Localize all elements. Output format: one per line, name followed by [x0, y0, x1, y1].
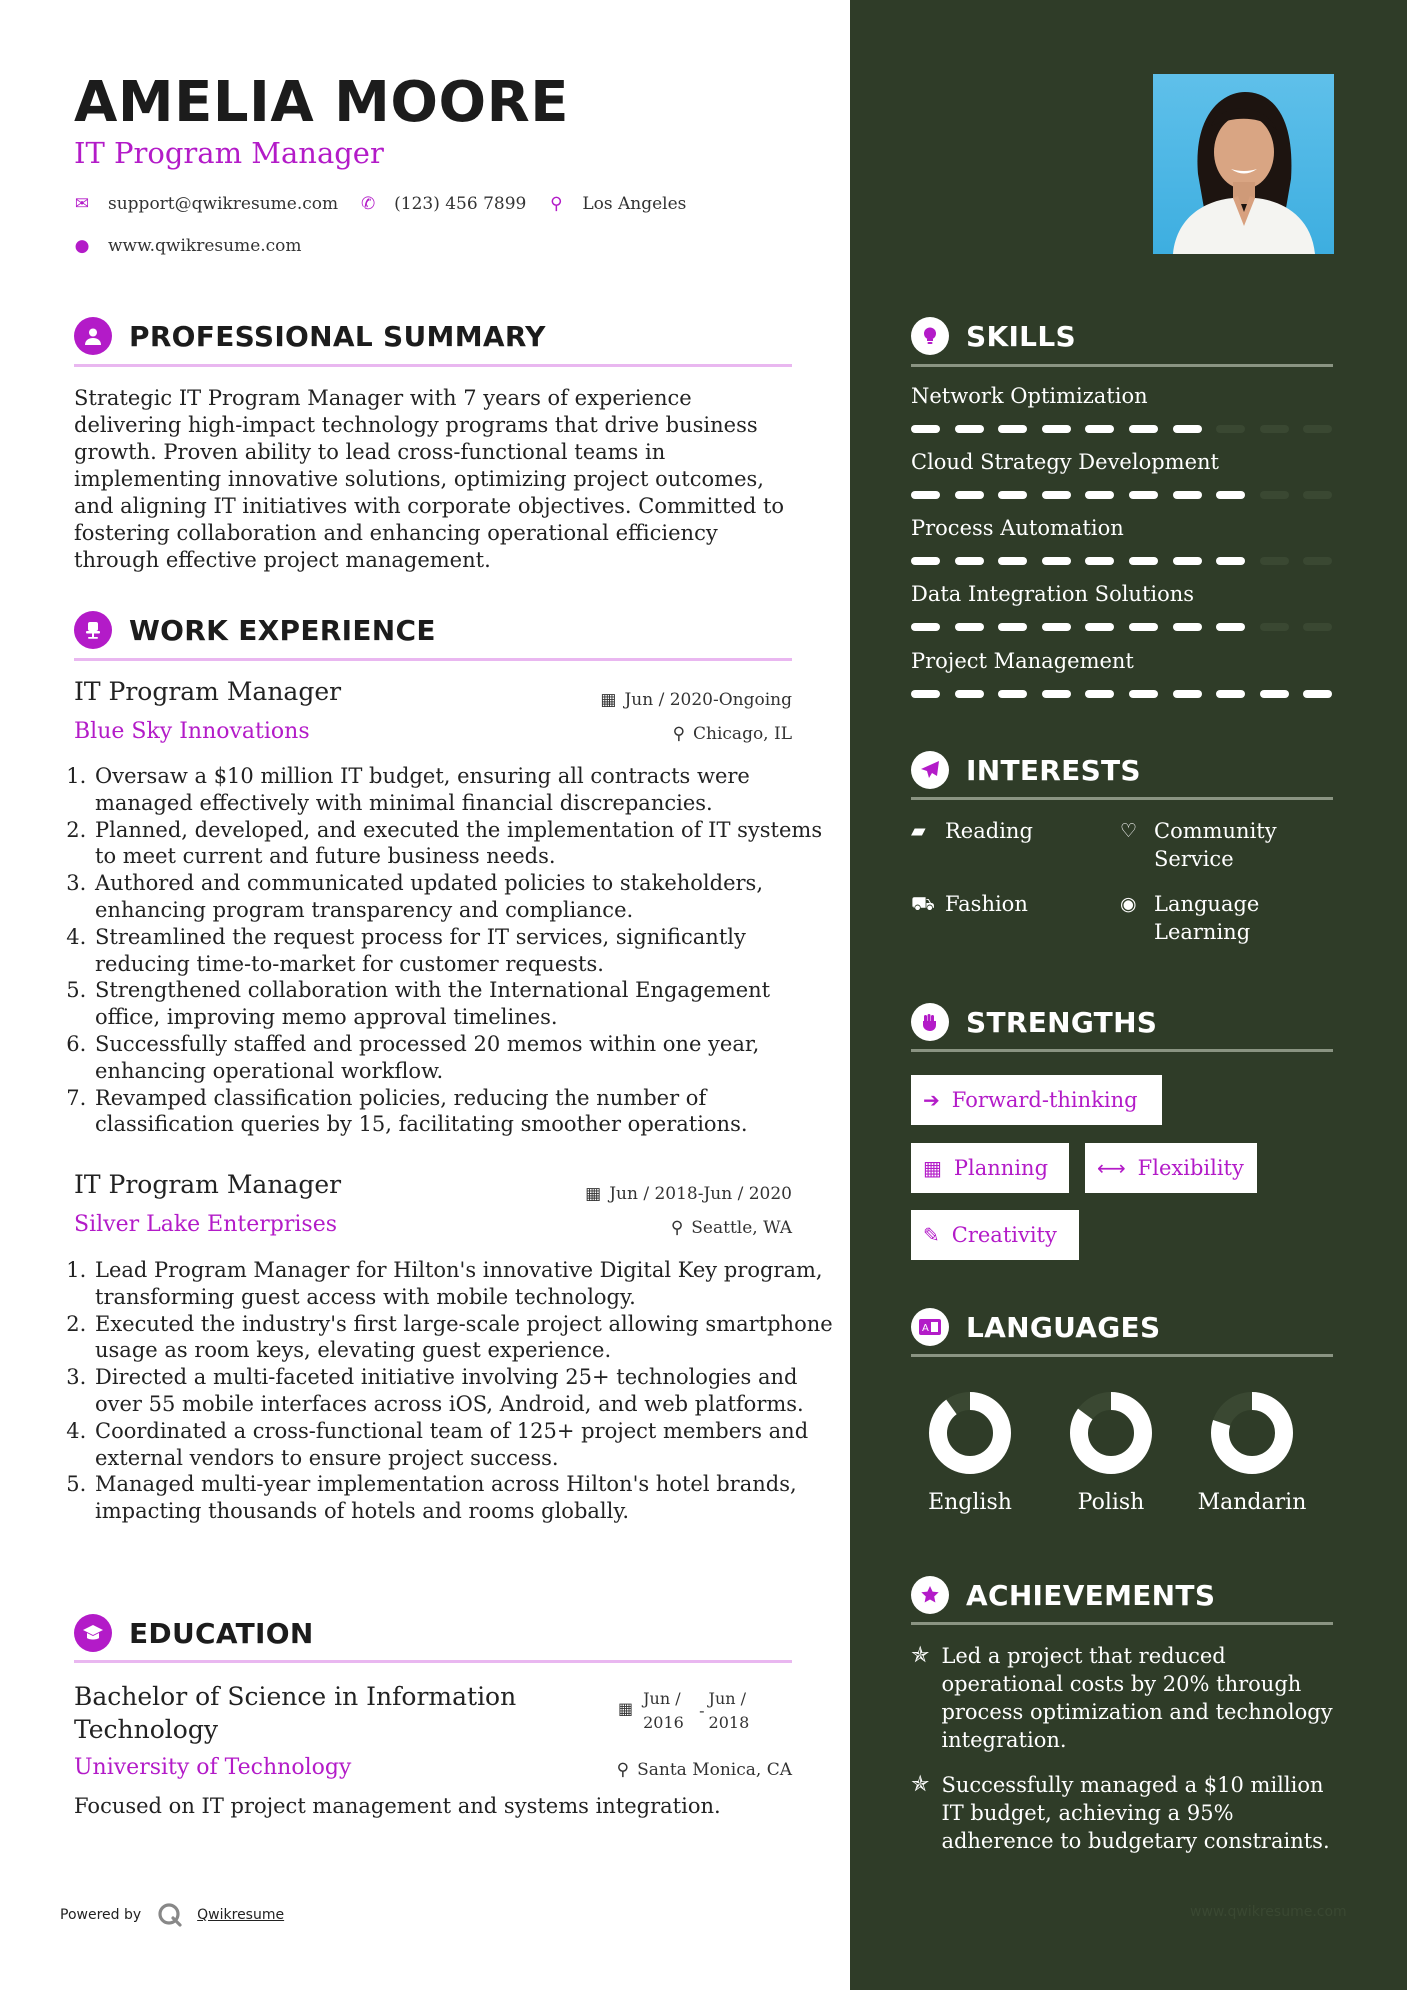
- achievement-text: Led a project that reduced operational costs by 20% through process optimization and technology integration.: [941, 1644, 1333, 1752]
- education-location-text: Santa Monica, CA: [637, 1760, 792, 1780]
- skill-segment: [1085, 557, 1114, 565]
- strength-chip: [1085, 1143, 1257, 1193]
- job-dates: [585, 1184, 792, 1204]
- arrows-horizontal-icon: ⟷: [1097, 1156, 1126, 1180]
- skill-bar: [911, 557, 1347, 565]
- skill-segment: [998, 623, 1027, 631]
- skill-name: Project Management: [911, 649, 1134, 673]
- interest-item: [911, 890, 1111, 918]
- qwikresume-logo-icon: [157, 1902, 183, 1928]
- skills-title: SKILLS: [966, 319, 1076, 353]
- strength-label: Creativity: [951, 1223, 1057, 1247]
- job-title: IT Program Manager: [74, 677, 342, 706]
- strength-label: Flexibility: [1137, 1156, 1244, 1180]
- skill-segment: [1129, 623, 1158, 631]
- profile-photo: [1153, 74, 1334, 254]
- strengths-title: STRENGTHS: [966, 1005, 1158, 1039]
- list-item: 5. Strengthened collaboration with the International Engagement office, improving memo approval timelines.: [93, 977, 833, 1031]
- qwikresume-link[interactable]: Qwikresume: [197, 1907, 285, 1923]
- skill-bar: [911, 425, 1347, 433]
- strength-chip: [911, 1143, 1069, 1193]
- interest-label: Reading: [945, 819, 1033, 843]
- experience-title: WORK EXPERIENCE: [129, 613, 436, 647]
- interests-title: INTERESTS: [966, 753, 1141, 787]
- language-name: Mandarin: [1197, 1490, 1307, 1515]
- skills-heading: [911, 317, 1333, 355]
- skill-segment: [1303, 623, 1332, 631]
- skill-segment: [1260, 491, 1289, 499]
- languages-divider: [911, 1354, 1333, 1357]
- skill-segment: [1260, 557, 1289, 565]
- education-school: University of Technology: [74, 1755, 352, 1780]
- job-location: [673, 724, 792, 744]
- skill-segment: [1173, 425, 1202, 433]
- education-title: EDUCATION: [129, 1616, 314, 1650]
- fist-icon: [911, 1003, 949, 1041]
- language-ring: [925, 1388, 1015, 1478]
- skill-segment: [1085, 623, 1114, 631]
- skill-segment: [1173, 557, 1202, 565]
- powered-by-label: Powered by: [60, 1907, 142, 1923]
- skill-segment: [1085, 690, 1114, 698]
- skill-segment: [1042, 425, 1071, 433]
- education-start: Jun / 2016: [643, 1689, 684, 1732]
- book-icon: ▰: [911, 820, 926, 842]
- skill-segment: [1042, 557, 1071, 565]
- skill-segment: [1173, 491, 1202, 499]
- website-row: [74, 236, 324, 256]
- translate-icon: [911, 1308, 949, 1346]
- list-item: 1. Lead Program Manager for Hilton's innovative Digital Key program, transforming guest access with mobile technology.: [93, 1257, 833, 1311]
- language-name: English: [928, 1490, 1012, 1515]
- education-heading: [74, 1614, 792, 1652]
- skill-segment: [1303, 690, 1332, 698]
- strengths-divider: [911, 1049, 1333, 1052]
- list-item: 1. Oversaw a $10 million IT budget, ensuring all contracts were managed effectively with minimal financial discrepancies.: [93, 763, 833, 817]
- star-badge-icon: [911, 1576, 949, 1614]
- experience-divider: [74, 658, 792, 661]
- skill-segment: [1042, 491, 1071, 499]
- summary-title: PROFESSIONAL SUMMARY: [129, 319, 546, 353]
- skill-segment: [911, 425, 940, 433]
- interest-item: [1120, 890, 1320, 946]
- language-ring-fill: [938, 1401, 1002, 1465]
- skill-segment: [1303, 425, 1332, 433]
- strength-label: Forward-thinking: [951, 1088, 1138, 1112]
- skill-bar: [911, 623, 1347, 631]
- contact-row: [74, 194, 708, 214]
- summary-heading: [74, 317, 792, 355]
- achievement-item: [911, 1771, 1341, 1855]
- skill-segment: [1260, 425, 1289, 433]
- skill-segment: [998, 491, 1027, 499]
- interest-label: Language Learning: [1154, 892, 1260, 944]
- graduation-cap-icon: [74, 1614, 112, 1652]
- office-chair-icon: [74, 611, 112, 649]
- education-dash: -: [699, 1701, 705, 1720]
- strength-label: Planning: [953, 1156, 1049, 1180]
- skill-segment: [955, 557, 984, 565]
- language-ring: [1066, 1388, 1156, 1478]
- skill-name: Network Optimization: [911, 384, 1148, 408]
- skill-segment: [955, 425, 984, 433]
- user-icon: [74, 317, 112, 355]
- language-item: [1046, 1388, 1176, 1515]
- language-name: Polish: [1077, 1490, 1145, 1515]
- job-location: [671, 1218, 792, 1238]
- summary-divider: [74, 364, 792, 367]
- arrow-right-icon: ➔: [923, 1088, 940, 1112]
- location-text: Los Angeles: [582, 194, 687, 214]
- skill-segment: [1042, 690, 1071, 698]
- calendar-icon: ▦: [585, 1184, 602, 1204]
- interests-heading: [911, 751, 1333, 789]
- list-item: 3. Directed a multi-faceted initiative involving 25+ technologies and over 55 mobile interfaces across iOS, Android, and web platforms.: [93, 1364, 833, 1418]
- interest-item: [911, 817, 1111, 845]
- skill-segment: [998, 425, 1027, 433]
- job-bullets: [66, 1257, 833, 1525]
- job-location-text: Chicago, IL: [693, 724, 792, 744]
- skill-segment: [911, 623, 940, 631]
- education-degree: Bachelor of Science in Information Technology: [74, 1682, 517, 1744]
- sidebar-footer-url: www.qwikresume.com: [1190, 1904, 1347, 1920]
- skill-segment: [955, 623, 984, 631]
- candidate-role: IT Program Manager: [74, 136, 384, 170]
- star-icon: ✯: [911, 1643, 930, 1668]
- skill-segment: [1129, 557, 1158, 565]
- job-dates-text: Jun / 2020-Ongoing: [624, 690, 792, 710]
- achievement-text: Successfully managed a $10 million IT budget, achieving a 95% adherence to budgetary constraints.: [941, 1773, 1330, 1853]
- skill-segment: [1303, 491, 1332, 499]
- job-company: Blue Sky Innovations: [74, 719, 310, 744]
- star-icon: ✯: [911, 1772, 930, 1797]
- skill-segment: [955, 690, 984, 698]
- skill-segment: [1260, 690, 1289, 698]
- skill-segment: [955, 491, 984, 499]
- list-item: 3. Authored and communicated updated policies to stakeholders, enhancing program transparency and compliance.: [93, 870, 833, 924]
- skill-segment: [1129, 491, 1158, 499]
- phone-text: (123) 456 7899: [394, 194, 527, 214]
- experience-heading: [74, 611, 792, 649]
- achievements-title: ACHIEVEMENTS: [966, 1578, 1216, 1612]
- education-description: Focused on IT project management and systems integration.: [74, 1794, 721, 1818]
- envelope-icon: ✉: [74, 194, 90, 214]
- skill-name: Process Automation: [911, 516, 1124, 540]
- languages-heading: [911, 1308, 1333, 1346]
- achievement-item: [911, 1642, 1341, 1754]
- summary-text: Strategic IT Program Manager with 7 years of experience delivering high-impact technology programs that drive business growth. Proven ability to lead cross-functional teams in implementing innovative solutions, optimizing project outcomes, and aligning IT initiatives with corporate objectives. Committed to fostering collaboration and enhancing operational efficiency through effective project management.: [74, 386, 785, 572]
- list-item: 5. Managed multi-year implementation across Hilton's hotel brands, impacting thousands of hotels and rooms globally.: [93, 1471, 833, 1525]
- job-dates: [600, 690, 792, 710]
- language-item: [905, 1388, 1035, 1515]
- education-divider: [74, 1660, 792, 1663]
- skill-segment: [911, 690, 940, 698]
- list-item: 2. Executed the industry's first large-scale project allowing smartphone usage as room keys, elevating guest experience.: [93, 1311, 833, 1365]
- skill-bar: [911, 690, 1347, 698]
- achievements-divider: [911, 1622, 1333, 1625]
- globe-icon: ●: [74, 236, 90, 256]
- skill-segment: [1216, 623, 1245, 631]
- skill-segment: [1042, 623, 1071, 631]
- interest-item: [1120, 817, 1320, 873]
- skill-segment: [1173, 623, 1202, 631]
- pin-icon: ⚲: [616, 1760, 630, 1780]
- skill-segment: [1216, 690, 1245, 698]
- education-dates: [618, 1687, 757, 1735]
- list-item: 4. Streamlined the request process for IT services, significantly reducing time-to-market for customer requests.: [93, 924, 833, 978]
- skill-segment: [1173, 690, 1202, 698]
- calendar-icon: ▦: [618, 1699, 634, 1718]
- skill-segment: [1303, 557, 1332, 565]
- job-company: Silver Lake Enterprises: [74, 1212, 338, 1237]
- skill-name: Data Integration Solutions: [911, 582, 1195, 606]
- lightbulb-icon: [911, 317, 949, 355]
- map-pin-icon: ⚲: [550, 194, 563, 214]
- skill-segment: [1129, 425, 1158, 433]
- job-location-text: Seattle, WA: [691, 1218, 792, 1238]
- education-location: [617, 1760, 792, 1780]
- paintbrush-icon: ✎: [923, 1223, 940, 1247]
- skill-segment: [1216, 557, 1245, 565]
- strengths-heading: [911, 1003, 1333, 1041]
- skill-segment: [1260, 623, 1289, 631]
- list-item: 2. Planned, developed, and executed the implementation of IT systems to meet current and future business needs.: [93, 817, 833, 871]
- skill-bar: [911, 491, 1347, 499]
- skill-name: Cloud Strategy Development: [911, 450, 1219, 474]
- education-end: Jun / 2018: [708, 1689, 750, 1732]
- achievements-heading: [911, 1576, 1333, 1614]
- interests-divider: [911, 797, 1333, 800]
- phone-icon: ✆: [361, 194, 376, 214]
- skill-segment: [998, 690, 1027, 698]
- interest-label: Fashion: [945, 892, 1028, 916]
- powered-by: [60, 1902, 284, 1928]
- strength-chip: [911, 1075, 1162, 1125]
- skill-segment: [1216, 425, 1245, 433]
- skill-segment: [1216, 491, 1245, 499]
- skill-segment: [1129, 690, 1158, 698]
- strength-chip: [911, 1210, 1079, 1260]
- skill-segment: [1085, 491, 1114, 499]
- hand-heart-icon: ♡: [1120, 820, 1138, 842]
- job-title: IT Program Manager: [74, 1170, 342, 1199]
- languages-title: LANGUAGES: [966, 1310, 1161, 1344]
- skill-segment: [911, 557, 940, 565]
- paper-plane-icon: [911, 751, 949, 789]
- job-dates-text: Jun / 2018-Jun / 2020: [609, 1184, 792, 1204]
- email-text[interactable]: support@qwikresume.com: [108, 194, 339, 214]
- globe-icon: ◉: [1120, 893, 1137, 915]
- list-item: 6. Successfully staffed and processed 20 memos within one year, enhancing operational workflow.: [93, 1031, 833, 1085]
- list-item: 7. Revamped classification policies, reducing the number of classification queries by 15, facilitating smoother operations.: [93, 1085, 833, 1139]
- calendar-icon: ▦: [923, 1156, 942, 1180]
- skill-segment: [911, 491, 940, 499]
- list-item: 4. Coordinated a cross-functional team of 125+ project members and external vendors to ensure project success.: [93, 1418, 833, 1472]
- calendar-icon: ▦: [600, 690, 617, 710]
- skill-segment: [998, 557, 1027, 565]
- candidate-name: AMELIA MOORE: [74, 70, 569, 135]
- skill-segment: [1085, 425, 1114, 433]
- svg-text:A: A: [922, 1323, 929, 1334]
- pin-icon: ⚲: [670, 1218, 684, 1238]
- interest-label: Community Service: [1154, 819, 1277, 871]
- language-ring: [1207, 1388, 1297, 1478]
- skills-divider: [911, 364, 1333, 367]
- pin-icon: ⚲: [672, 724, 686, 744]
- website-link[interactable]: www.qwikresume.com: [108, 236, 302, 256]
- shopping-bag-icon: ⛟: [911, 893, 935, 915]
- job-bullets: [66, 763, 833, 1138]
- language-item: [1187, 1388, 1317, 1515]
